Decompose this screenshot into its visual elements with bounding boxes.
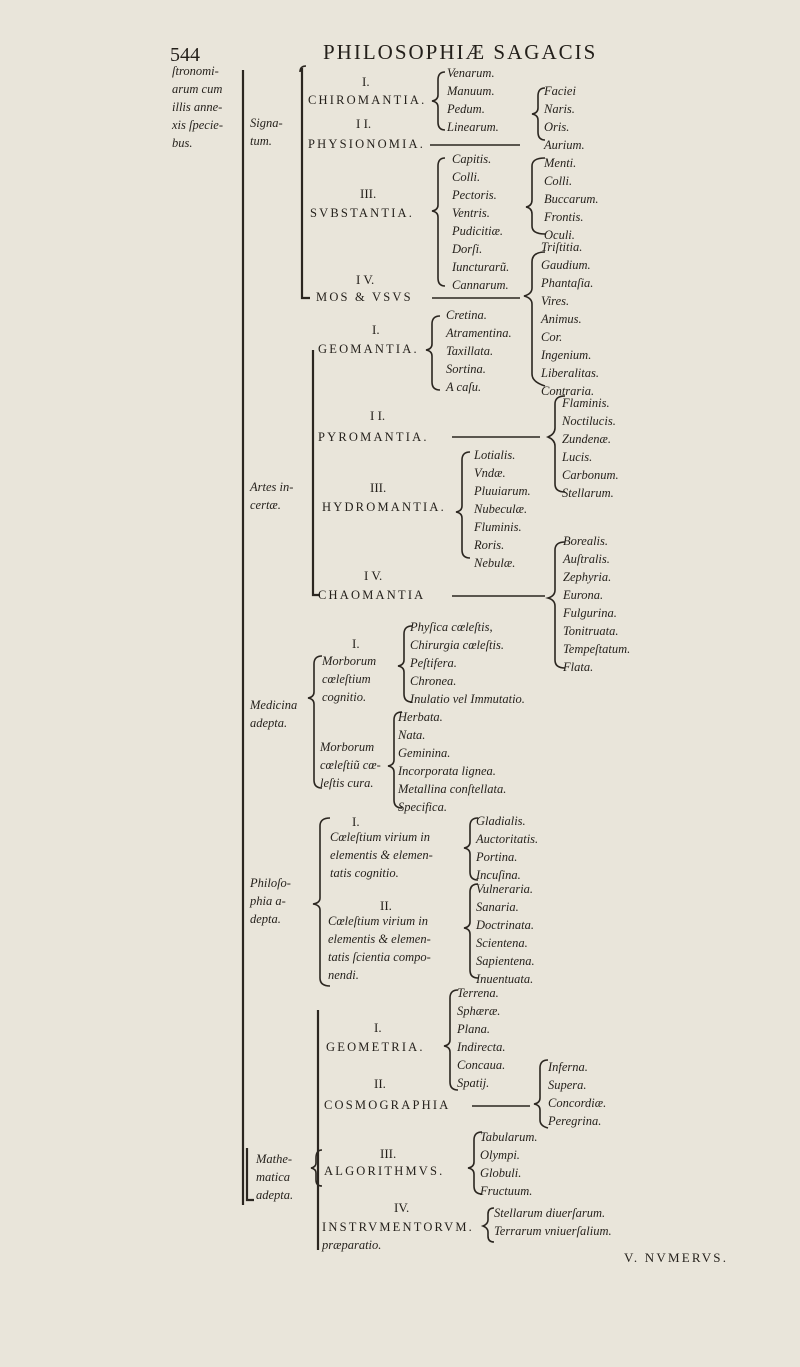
list-item: Doctrinata. <box>476 918 534 932</box>
list-item: Cor. <box>541 330 563 344</box>
list-item: Tonitruata. <box>563 624 619 638</box>
physionomia-name: PHYSIONOMIA. <box>308 137 426 151</box>
philosophia-label <box>250 874 291 928</box>
philo-first-numeral: I. <box>352 814 360 829</box>
list-item: Carbonum. <box>562 468 619 482</box>
list-item: Liberalitas. <box>541 366 599 380</box>
pyromantia-numeral: I I. <box>370 408 386 423</box>
instrumentorum-sub: præparatio. <box>322 1238 382 1252</box>
chiromantia-items <box>447 64 499 136</box>
list-item: Pudicitiæ. <box>452 224 504 238</box>
cosmographia-numeral: II. <box>374 1076 386 1091</box>
list-item: Flaminis. <box>562 396 610 410</box>
label-line: Morborum <box>322 654 377 668</box>
label-line: Cœleſtium virium in <box>330 830 430 844</box>
list-item: Gaudium. <box>541 258 591 272</box>
instrumentorum-name: INSTRVMENTORVM. <box>322 1220 474 1234</box>
list-item: Concaua. <box>457 1058 506 1072</box>
list-item: Cannarum. <box>452 278 509 292</box>
list-item: Colli. <box>452 170 481 184</box>
label-line: Morborum <box>320 740 375 754</box>
list-item: Aurium. <box>544 138 585 152</box>
list-item: Zundenæ. <box>562 432 611 446</box>
list-item: Peſtifera. <box>410 656 457 670</box>
brace-cosmographia <box>534 1060 548 1128</box>
list-item: Phyſica cœleſtis, <box>410 620 493 634</box>
list-item: Terrarum vniuerſalium. <box>494 1224 612 1238</box>
geometria-name: GEOMETRIA. <box>326 1040 425 1054</box>
geomantia-name: GEOMANTIA. <box>318 342 419 356</box>
intro-line: ſtronomi- <box>172 64 219 78</box>
list-item: Venarum. <box>447 66 495 80</box>
medicina-line: adepta. <box>250 716 288 730</box>
list-item: Sapientena. <box>476 954 535 968</box>
physionomia-items <box>544 82 599 244</box>
mos-items <box>541 238 599 400</box>
pyromantia-items <box>562 394 619 502</box>
list-item: Roris. <box>474 538 505 552</box>
chaomantia-numeral: I V. <box>364 568 383 583</box>
list-item: Stellarum. <box>562 486 614 500</box>
artes-line: Artes in- <box>250 480 294 494</box>
mos-numeral: I V. <box>356 272 375 287</box>
list-item: Auſtralis. <box>563 552 610 566</box>
mathematica-line: matica <box>256 1170 291 1184</box>
cognitio-numeral: I. <box>352 636 360 651</box>
list-item: A caſu. <box>446 380 482 394</box>
list-item: Ingenium. <box>541 348 592 362</box>
brace-physionomia-lower <box>526 158 545 234</box>
label-line: leſtis cura. <box>320 776 374 790</box>
intro-line: illis anne- <box>172 100 223 114</box>
list-item: Inuentuata. <box>476 972 534 986</box>
artes-bracket-line <box>313 350 320 595</box>
list-item: Globuli. <box>480 1166 522 1180</box>
brace-chiromantia <box>432 72 445 130</box>
list-item: Cretina. <box>446 308 487 322</box>
list-item: Geminina. <box>398 746 451 760</box>
list-item: Specifica. <box>398 800 447 814</box>
list-item: Capitis. <box>452 152 492 166</box>
list-item: Concordiæ. <box>548 1096 607 1110</box>
chaomantia-name: CHAOMANTIA <box>318 588 426 602</box>
list-item: Tempeſtatum. <box>563 642 631 656</box>
list-item: Chronea. <box>410 674 457 688</box>
list-item: Oris. <box>544 120 570 134</box>
philosophia-line: phia a- <box>250 894 286 908</box>
list-item: Triſtitia. <box>541 240 583 254</box>
list-item: Supera. <box>548 1078 587 1092</box>
list-item: Auctoritatis. <box>476 832 539 846</box>
medicina-label <box>250 696 297 732</box>
brace-geometria <box>444 990 458 1090</box>
list-item: Spatij. <box>457 1076 490 1090</box>
list-item: Fructuum. <box>480 1184 533 1198</box>
signatum-line: Signa- <box>250 116 283 130</box>
brace-instrumentorum <box>483 1208 494 1242</box>
hydromantia-numeral: III. <box>370 480 387 495</box>
list-item: Frontis. <box>544 210 584 224</box>
list-item: Iuncturarũ. <box>452 260 510 274</box>
mathematica-line: adepta. <box>256 1188 294 1202</box>
algorithmus-name: ALGORITHMVS. <box>324 1164 445 1178</box>
list-item: Inulatio vel Immutatio. <box>410 692 525 706</box>
list-item: Phantaſia. <box>541 276 594 290</box>
list-item: Herbata. <box>398 710 443 724</box>
brace-substantia <box>432 158 445 286</box>
chaomantia-items <box>563 532 630 676</box>
hydromantia-items <box>474 446 531 572</box>
list-item: Lucis. <box>562 450 593 464</box>
list-item: Inferna. <box>548 1060 588 1074</box>
label-line: tatis ſcientia compo- <box>328 950 431 964</box>
label-line: cœleſtium <box>322 672 371 686</box>
substantia-items <box>452 150 509 294</box>
list-item: Nebulæ. <box>474 556 516 570</box>
medicina-line: Medicina <box>250 698 298 712</box>
intro-text <box>172 62 223 152</box>
label-line: elementis & elemen- <box>328 932 431 946</box>
philo-first-items <box>476 812 538 884</box>
list-item: Sanaria. <box>476 900 519 914</box>
list-item: Portina. <box>476 850 518 864</box>
philo-second-label <box>328 912 431 984</box>
list-item: Menti. <box>544 156 577 170</box>
substantia-numeral: III. <box>360 186 377 201</box>
instrumentorum-numeral: IV. <box>394 1200 410 1215</box>
list-item: Atramentina. <box>446 326 512 340</box>
instrumentorum-items <box>494 1204 612 1240</box>
list-item: Borealis. <box>563 534 609 548</box>
list-item: Noctilucis. <box>562 414 616 428</box>
intro-line: arum cum <box>172 82 223 96</box>
list-item: Incorporata lignea. <box>398 764 496 778</box>
intro-line: xis ſpecie- <box>172 118 224 132</box>
physionomia-numeral: I I. <box>356 116 372 131</box>
signatum-label <box>250 114 283 150</box>
philosophia-line: Philoſo- <box>250 876 291 890</box>
list-item: Manuum. <box>447 84 495 98</box>
cura-items <box>398 708 506 816</box>
list-item: Linearum. <box>447 120 499 134</box>
intro-line: bus. <box>172 136 193 150</box>
list-item: Vndæ. <box>474 466 506 480</box>
list-item: Tabularum. <box>480 1130 538 1144</box>
list-item: Pluuiarum. <box>474 484 531 498</box>
list-item: Fulgurina. <box>563 606 617 620</box>
list-item: Sortina. <box>446 362 486 376</box>
list-item: Faciei <box>544 84 576 98</box>
list-item: Naris. <box>544 102 575 116</box>
mathe-label-bracket <box>247 1148 254 1200</box>
list-item: Animus. <box>541 312 582 326</box>
philo-second-numeral: II. <box>380 898 392 913</box>
philosophia-line: depta. <box>250 912 281 926</box>
label-line: Cœleſtium virium in <box>328 914 428 928</box>
list-item: Incuſina. <box>476 868 521 882</box>
brace-hydromantia <box>456 452 470 558</box>
label-line: tatis cognitio. <box>330 866 399 880</box>
geometria-numeral: I. <box>374 1020 382 1035</box>
catchword: V. NVMERVS. <box>624 1250 729 1265</box>
list-item: Plana. <box>457 1022 490 1036</box>
geomantia-items <box>446 306 512 396</box>
philo-first-label <box>330 828 433 882</box>
signatum-line: tum. <box>250 134 272 148</box>
hydromantia-name: HYDROMANTIA. <box>322 500 446 514</box>
list-item: Nata. <box>398 728 426 742</box>
geometria-items <box>457 984 505 1092</box>
list-item: Colli. <box>544 174 573 188</box>
cura-label <box>320 738 381 792</box>
artes-line: certæ. <box>250 498 281 512</box>
list-item: Contraria. <box>541 384 595 398</box>
page-number: 544 <box>170 44 200 66</box>
geomantia-numeral: I. <box>372 322 380 337</box>
cosmographia-name: COSMOGRAPHIA <box>324 1098 451 1112</box>
list-item: Eurona. <box>563 588 604 602</box>
mathematica-line: Mathe- <box>256 1152 293 1166</box>
list-item: Dorſi. <box>452 242 483 256</box>
cosmographia-items <box>548 1058 606 1130</box>
list-item: Chirurgia cœleſtis. <box>410 638 504 652</box>
cognitio-label <box>322 652 376 706</box>
list-item: Pectoris. <box>452 188 497 202</box>
list-item: Terrena. <box>457 986 499 1000</box>
brace-geomantia <box>426 316 440 390</box>
mathematica-label <box>256 1150 293 1204</box>
brace-mathe-small <box>311 1150 322 1186</box>
chiromantia-name: CHIROMANTIA. <box>308 93 427 107</box>
label-line: cognitio. <box>322 690 367 704</box>
pyromantia-name: PYROMANTIA. <box>318 430 429 444</box>
label-line: cœleſtiũ cœ- <box>320 758 381 772</box>
list-item: Indirecta. <box>457 1040 506 1054</box>
list-item: Metallina conſtellata. <box>398 782 507 796</box>
list-item: Lotialis. <box>474 448 516 462</box>
algorithmus-items <box>480 1128 538 1200</box>
list-item: Nubeculæ. <box>474 502 528 516</box>
list-item: Oculi. <box>544 228 575 242</box>
list-item: Olympi. <box>480 1148 520 1162</box>
chiromantia-numeral: I. <box>362 74 370 89</box>
list-item: Stellarum diuerſarum. <box>494 1206 606 1220</box>
list-item: Fluminis. <box>474 520 522 534</box>
list-item: Sphæræ. <box>457 1004 501 1018</box>
list-item: Buccarum. <box>544 192 599 206</box>
list-item: Scientena. <box>476 936 528 950</box>
philo-second-items <box>476 880 535 988</box>
cognitio-items <box>410 618 525 708</box>
list-item: Pedum. <box>447 102 485 116</box>
list-item: Gladialis. <box>476 814 526 828</box>
list-item: Flata. <box>563 660 594 674</box>
page-title: PHILOSOPHIÆ SAGACIS <box>323 40 598 64</box>
list-item: Vires. <box>541 294 570 308</box>
list-item: Zephyria. <box>563 570 612 584</box>
list-item: Vulneraria. <box>476 882 534 896</box>
list-item: Peregrina. <box>548 1114 602 1128</box>
list-item: Ventris. <box>452 206 490 220</box>
artes-label <box>250 478 293 514</box>
algorithmus-numeral: III. <box>380 1146 397 1161</box>
label-line: elementis & elemen- <box>330 848 433 862</box>
mos-name: MOS & VSVS <box>316 290 413 304</box>
label-line: nendi. <box>328 968 359 982</box>
substantia-name: SVBSTANTIA. <box>310 206 415 220</box>
list-item: Taxillata. <box>446 344 494 358</box>
